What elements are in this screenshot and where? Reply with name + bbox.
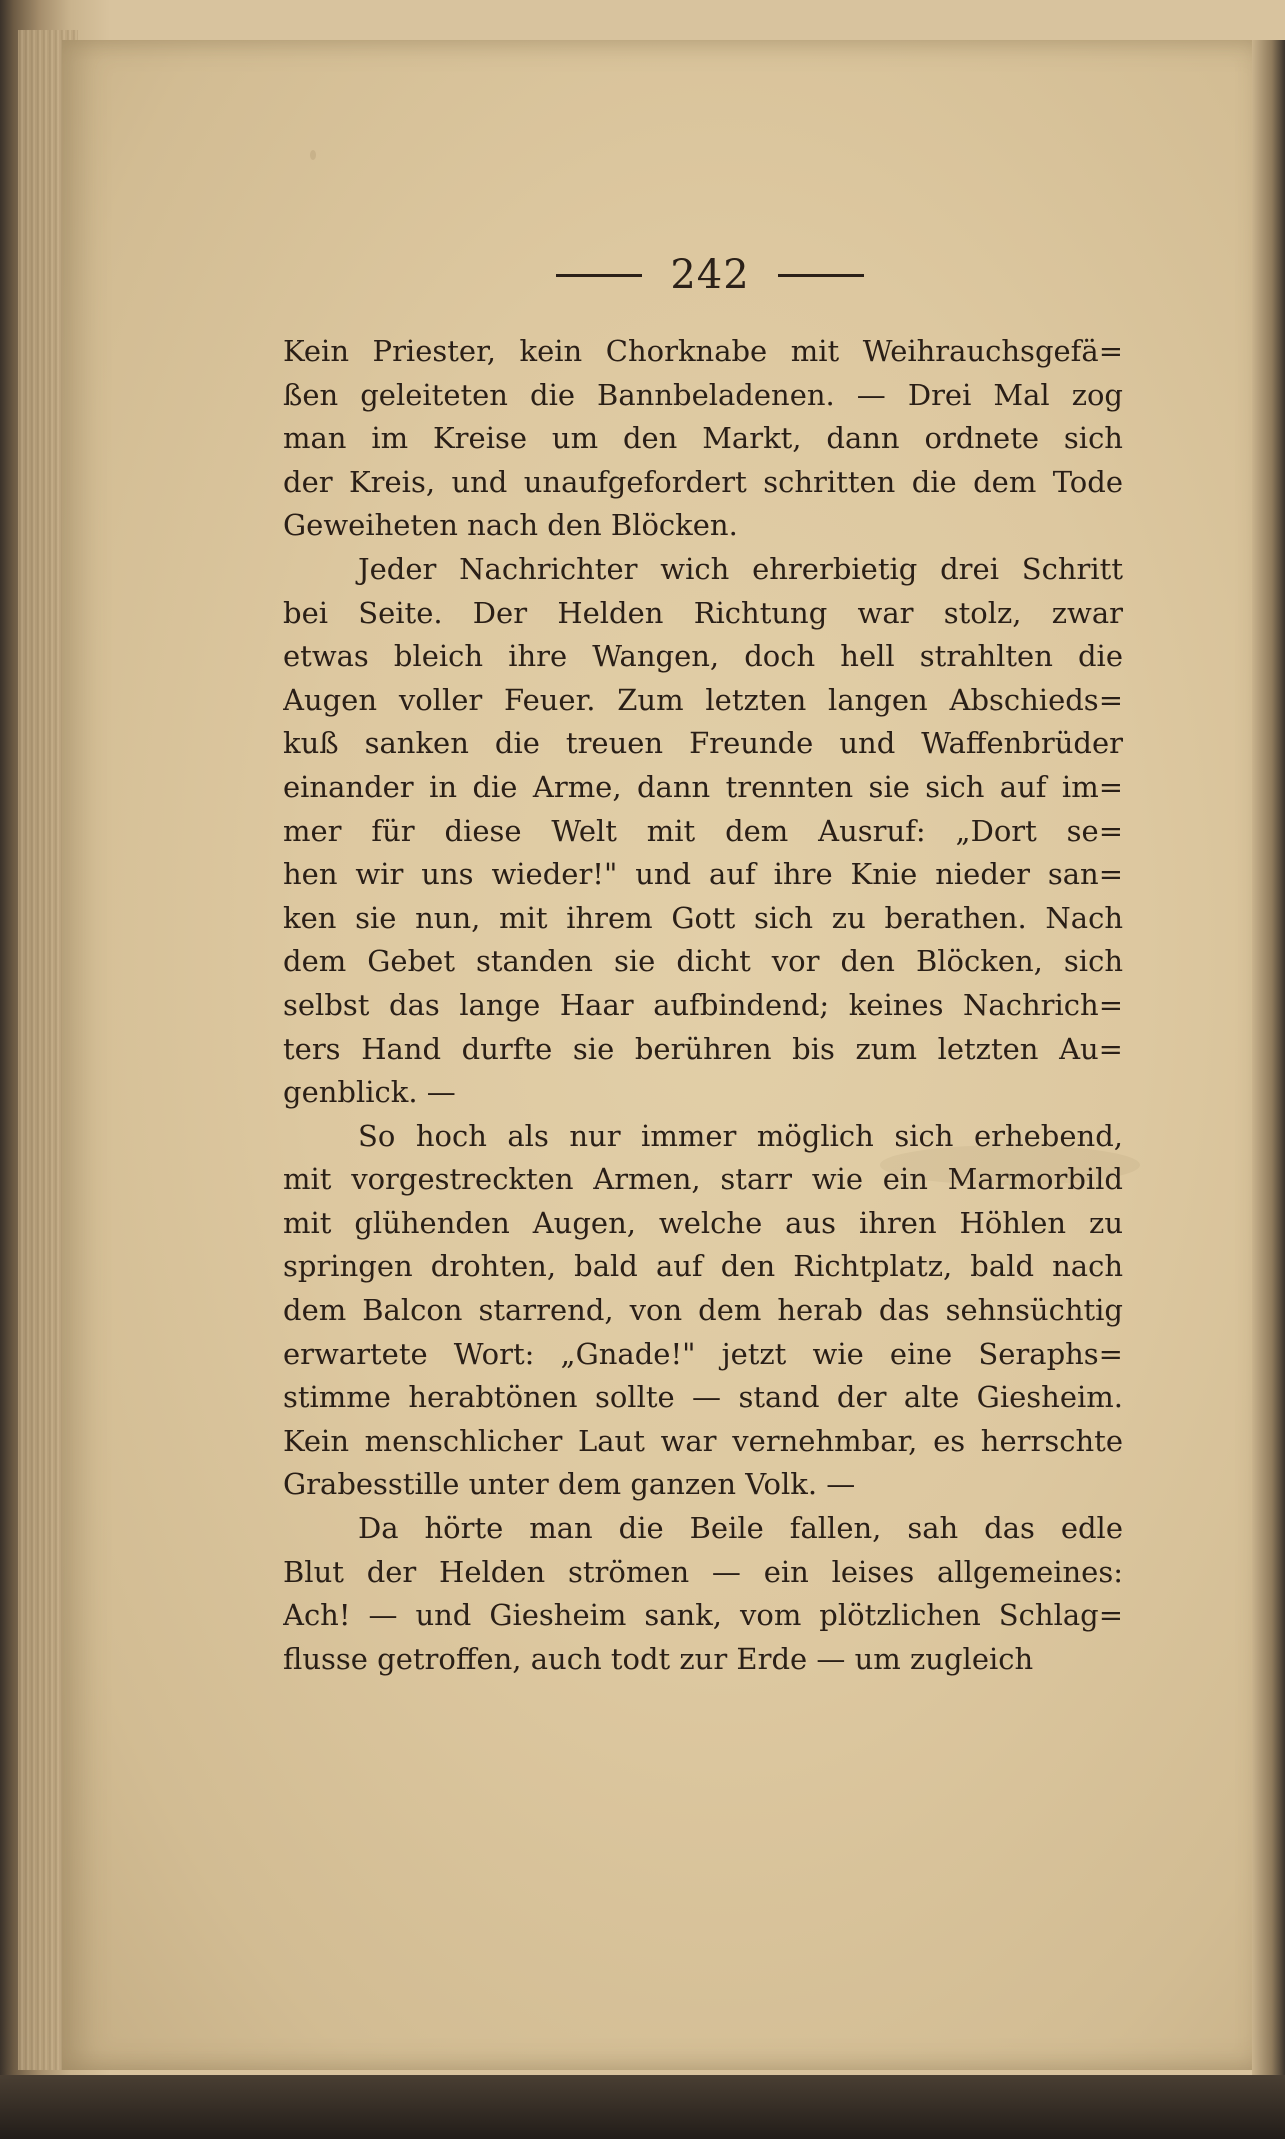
text-line: ßen geleiteten die Bannbeladenen. — Drei Mal zog — [283, 377, 1123, 412]
text-line: Ach! — und Giesheim sank, vom plötzlichen Schlag= — [283, 1598, 1123, 1633]
body-text — [283, 330, 1123, 1681]
text-line: genblick. — — [283, 1075, 456, 1110]
text-line: ters Hand durfte sie berühren bis zum letzten Au= — [283, 1031, 1123, 1066]
text-line: einander in die Arme, dann trennten sie sich auf im= — [283, 769, 1123, 804]
text-line: Kein menschlicher Laut war vernehmbar, es herrschte — [283, 1423, 1123, 1458]
text-line: kuß sanken die treuen Freunde und Waffenbrüder — [283, 726, 1123, 761]
page-right-edge — [1252, 40, 1285, 2080]
book-bottom-edge — [0, 2075, 1285, 2139]
text-line: Augen voller Feuer. Zum letzten langen Abschieds= — [283, 682, 1123, 717]
paragraph — [283, 1507, 1123, 1681]
text-line: Geweiheten nach den Blöcken. — [283, 508, 738, 543]
text-line: flusse getroffen, auch todt zur Erde — um zugleich — [283, 1641, 1034, 1676]
text-line: dem Gebet standen sie dicht vor den Blöcken, sich — [283, 944, 1123, 979]
text-line: mit glühenden Augen, welche aus ihren Höhlen zu — [283, 1205, 1123, 1240]
text-line: Grabesstille unter dem ganzen Volk. — — [283, 1467, 856, 1502]
text-line: etwas bleich ihre Wangen, doch hell strahlten die — [283, 639, 1123, 674]
text-line: hen wir uns wieder!" und auf ihre Knie nieder san= — [283, 857, 1123, 892]
paragraph — [283, 548, 1123, 1115]
text-line: erwartete Wort: „Gnade!" jetzt wie eine Seraphs= — [283, 1336, 1123, 1371]
text-line: mit vorgestreckten Armen, starr wie ein Marmorbild — [283, 1162, 1123, 1197]
text-line: selbst das lange Haar aufbindend; keines Nachrich= — [283, 987, 1123, 1022]
text-line: Kein Priester, kein Chorknabe mit Weihrauchsgefä= — [283, 334, 1123, 368]
header-dash-right — [778, 274, 864, 277]
text-line: Blut der Helden strömen — ein leises allgemeines: — [283, 1554, 1123, 1589]
text-line: stimme herabtönen sollte — stand der alte Giesheim. — [283, 1380, 1123, 1415]
page-number: 242 — [670, 252, 750, 298]
text-line: dem Balcon starrend, von dem herab das sehnsüchtig — [283, 1293, 1123, 1328]
text-line: bei Seite. Der Helden Richtung war stolz, zwar — [283, 595, 1123, 630]
text-line: Da hörte man die Beile fallen, sah das edle — [358, 1511, 1123, 1546]
text-line: springen drohten, bald auf den Richtplatz, bald nach — [283, 1249, 1123, 1284]
paragraph — [283, 1115, 1123, 1507]
header-dash-left — [556, 274, 642, 277]
text-line: So hoch als nur immer möglich sich erhebend, — [358, 1118, 1123, 1153]
page-header — [520, 245, 900, 305]
paragraph — [283, 330, 1123, 548]
text-line: man im Kreise um den Markt, dann ordnete sich — [283, 421, 1123, 456]
text-line: Jeder Nachrichter wich ehrerbietig drei Schritt — [358, 551, 1123, 586]
text-line: mer für diese Welt mit dem Ausruf: „Dort se= — [283, 813, 1123, 848]
text-line: ken sie nun, mit ihrem Gott sich zu berathen. Nach — [283, 900, 1123, 935]
text-line: der Kreis, und unaufgefordert schritten die dem Tode — [283, 464, 1123, 499]
paper-spot — [310, 150, 316, 160]
